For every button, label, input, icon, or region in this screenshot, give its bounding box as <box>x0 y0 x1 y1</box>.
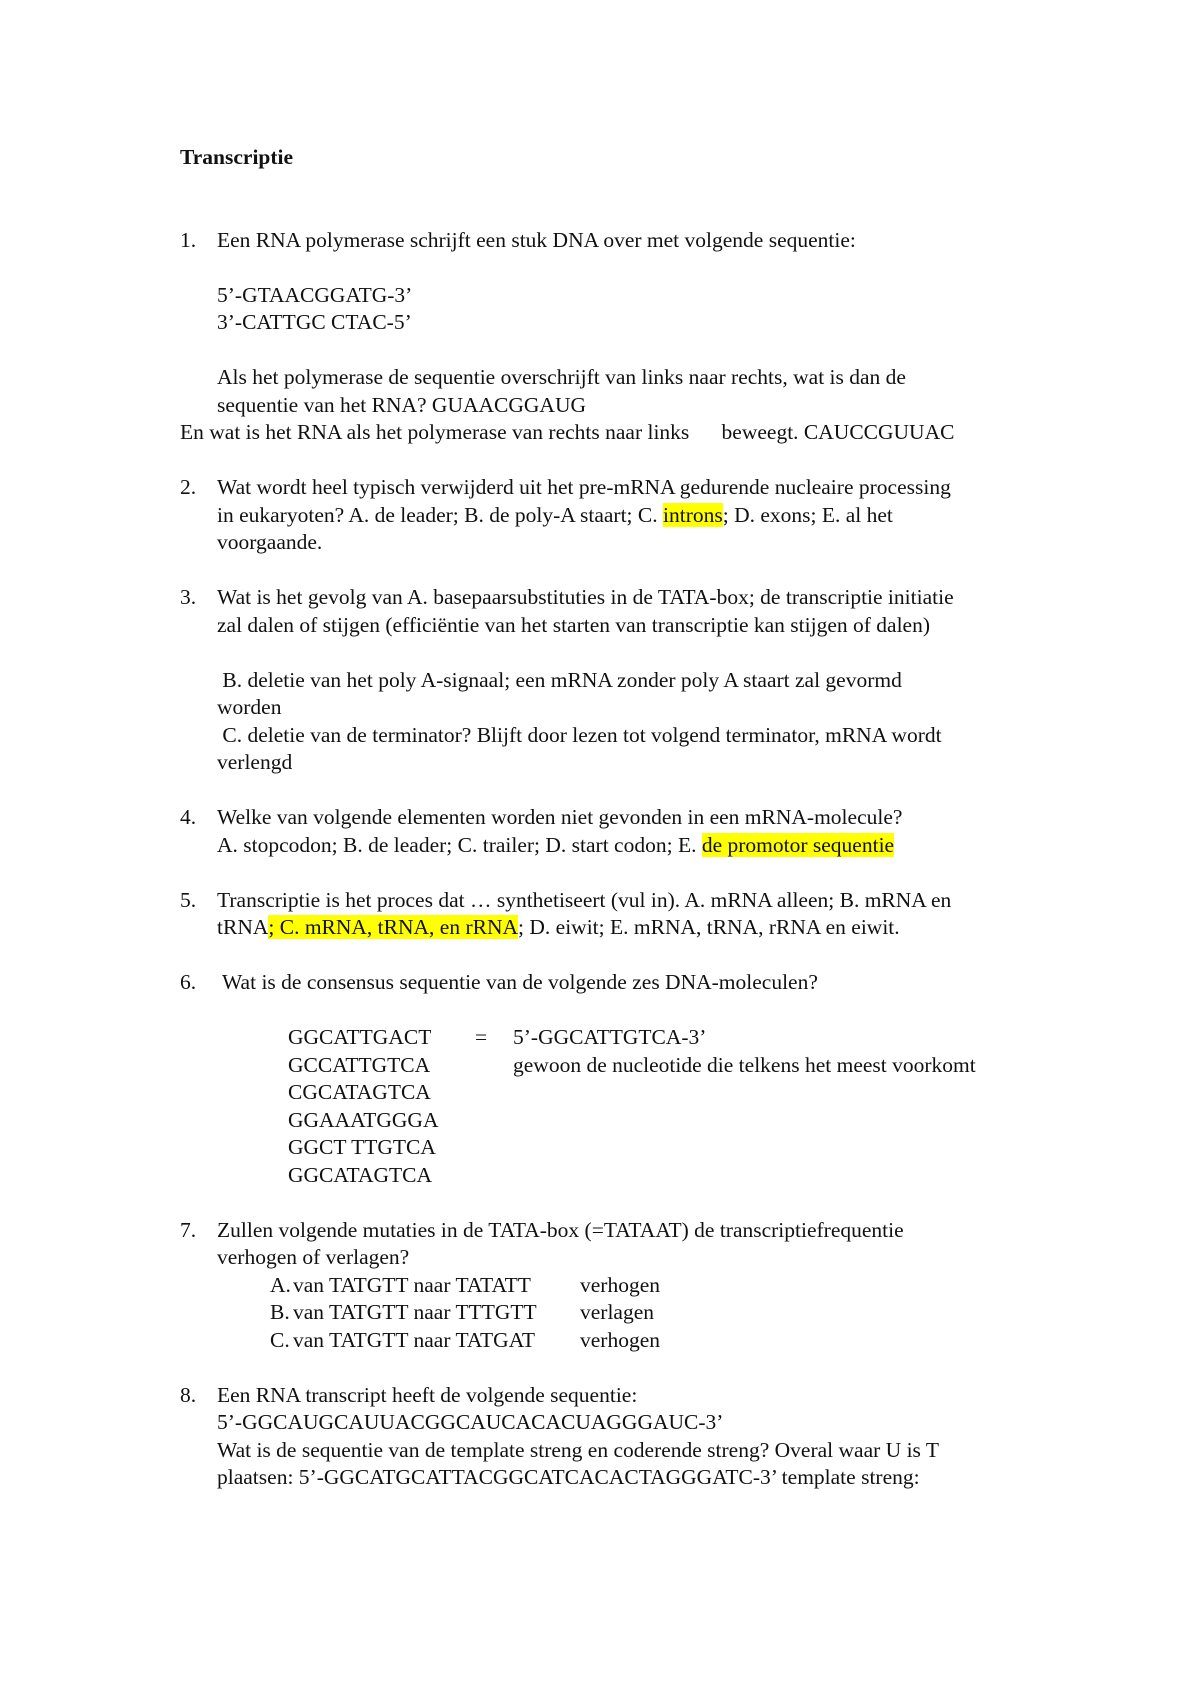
option-text: van TATGTT naar TATATT <box>293 1272 531 1297</box>
document-page <box>0 144 1200 1492</box>
question-text: Een RNA polymerase schrijft een stuk DNA over met volgende sequentie: <box>217 227 856 252</box>
question-2 <box>0 474 1200 502</box>
question-number: 8. <box>180 1382 197 1407</box>
question-number: 3. <box>180 585 197 609</box>
question-number: 6. <box>180 970 197 994</box>
dna-sequence: CGCATAGTCA <box>288 1080 431 1104</box>
dna-sequence: GGCT TTGTCA <box>288 1135 436 1159</box>
question-text: ; D. exons; E. al het <box>722 502 893 527</box>
question-text: Wat wordt heel typisch verwijderd uit het pre-mRNA gedurende nucleaire processing <box>217 475 951 499</box>
question-text: A. stopcodon; B. de leader; C. trailer; D. start codon; E. <box>217 832 702 857</box>
highlighted-answer: de promotor sequentie <box>701 832 895 857</box>
dna-sequence: GGCATAGTCA <box>288 1162 433 1187</box>
question-text: Wat is de sequentie van de template streng en coderende streng? Overal waar U is T <box>217 1437 940 1462</box>
rna-sequence: 5’-GGCAUGCAUUACGGCAUCACACUAGGGAUC-3’ <box>217 1410 724 1434</box>
answer-text: sequentie van het RNA? GUAACGGAUG <box>217 392 587 417</box>
question-number: 7. <box>180 1217 197 1242</box>
question-text: ; D. eiwit; E. mRNA, tRNA, rRNA en eiwit. <box>518 915 900 939</box>
question-6 <box>0 969 1200 997</box>
question-text: Welke van volgende elementen worden niet gevonden in een mRNA-molecule? <box>217 805 903 829</box>
question-text: Transcriptie is het proces dat … synthetiseert (vul in). A. mRNA alleen; B. mRNA en <box>217 887 952 912</box>
dna-sequence: GGAAATGGGA <box>288 1107 439 1132</box>
answer-text: B. deletie van het poly A-signaal; een mRNA zonder poly A staart zal gevormd <box>217 667 902 692</box>
question-text: Als het polymerase de sequentie overschrijft van links naar rechts, wat is dan de <box>217 365 906 389</box>
question-number: 1. <box>180 227 197 252</box>
dna-sequence: GCCATTGTCA <box>288 1052 431 1077</box>
option-b <box>0 1299 1200 1327</box>
question-text: Wat is de consensus sequentie van de volgende zes DNA-moleculen? <box>217 970 818 994</box>
option-answer: verhogen <box>580 1327 660 1352</box>
highlighted-answer: introns <box>663 502 723 527</box>
question-number: 2. <box>180 475 197 499</box>
document-title: Transcriptie <box>180 145 294 169</box>
option-label: A. <box>270 1272 291 1297</box>
answer-text: En wat is het RNA als het polymerase van rechts naar links beweegt. CAUCCGUUAC <box>180 420 955 444</box>
question-7 <box>0 1217 1200 1245</box>
question-text: in eukaryoten? A. de leader; B. de poly-A staart; C. <box>217 502 663 527</box>
question-5 <box>0 887 1200 915</box>
option-c <box>0 1327 1200 1355</box>
question-text: voorgaande. <box>217 530 323 554</box>
answer-text: worden <box>217 695 282 719</box>
question-8 <box>0 1382 1200 1410</box>
option-answer: verlagen <box>580 1300 655 1324</box>
question-1 <box>0 227 1200 255</box>
dna-strand-3-5: 3’-CATTGC CTAC-5’ <box>217 310 412 334</box>
question-text: Wat is het gevolg van A. basepaarsubstituties in de TATA-box; de transcriptie initiatie <box>217 585 954 609</box>
consensus-sequence: 5’-GGCATTGTCA-3’ <box>513 1025 707 1049</box>
dna-strand-5-3: 5’-GTAACGGATG-3’ <box>217 282 413 307</box>
option-label: B. <box>270 1300 290 1324</box>
answer-text: verlengd <box>217 750 293 774</box>
question-number: 4. <box>180 805 197 829</box>
question-4 <box>0 804 1200 832</box>
highlighted-answer: ; C. mRNA, tRNA, en rRNA <box>268 915 519 939</box>
question-text: Zullen volgende mutaties in de TATA-box (=TATAAT) de transcriptiefrequentie <box>217 1217 904 1242</box>
option-text: van TATGTT naar TTTGTT <box>293 1300 537 1324</box>
question-3 <box>0 584 1200 612</box>
answer-text: C. deletie van de terminator? Blijft door lezen tot volgend terminator, mRNA wordt <box>217 722 942 747</box>
option-a <box>0 1272 1200 1300</box>
dna-sequence: GGCATTGACT <box>288 1025 432 1049</box>
question-text: Een RNA transcript heeft de volgende sequentie: <box>217 1382 638 1407</box>
answer-explanation: gewoon de nucleotide die telkens het meest voorkomt <box>513 1052 976 1077</box>
option-answer: verhogen <box>580 1272 660 1297</box>
option-text: van TATGTT naar TATGAT <box>293 1327 535 1352</box>
question-text: verhogen of verlagen? <box>217 1245 410 1269</box>
answer-text: zal dalen of stijgen (efficiëntie van het starten van transcriptie kan stijgen of dalen) <box>217 612 931 637</box>
question-number: 5. <box>180 887 197 912</box>
question-text: tRNA <box>217 915 269 939</box>
answer-text: plaatsen: 5’-GGCATGCATTACGGCATCACACTAGGGATC-3’ template streng: <box>217 1465 920 1489</box>
option-label: C. <box>270 1327 290 1352</box>
equals-sign: = <box>475 1025 488 1049</box>
